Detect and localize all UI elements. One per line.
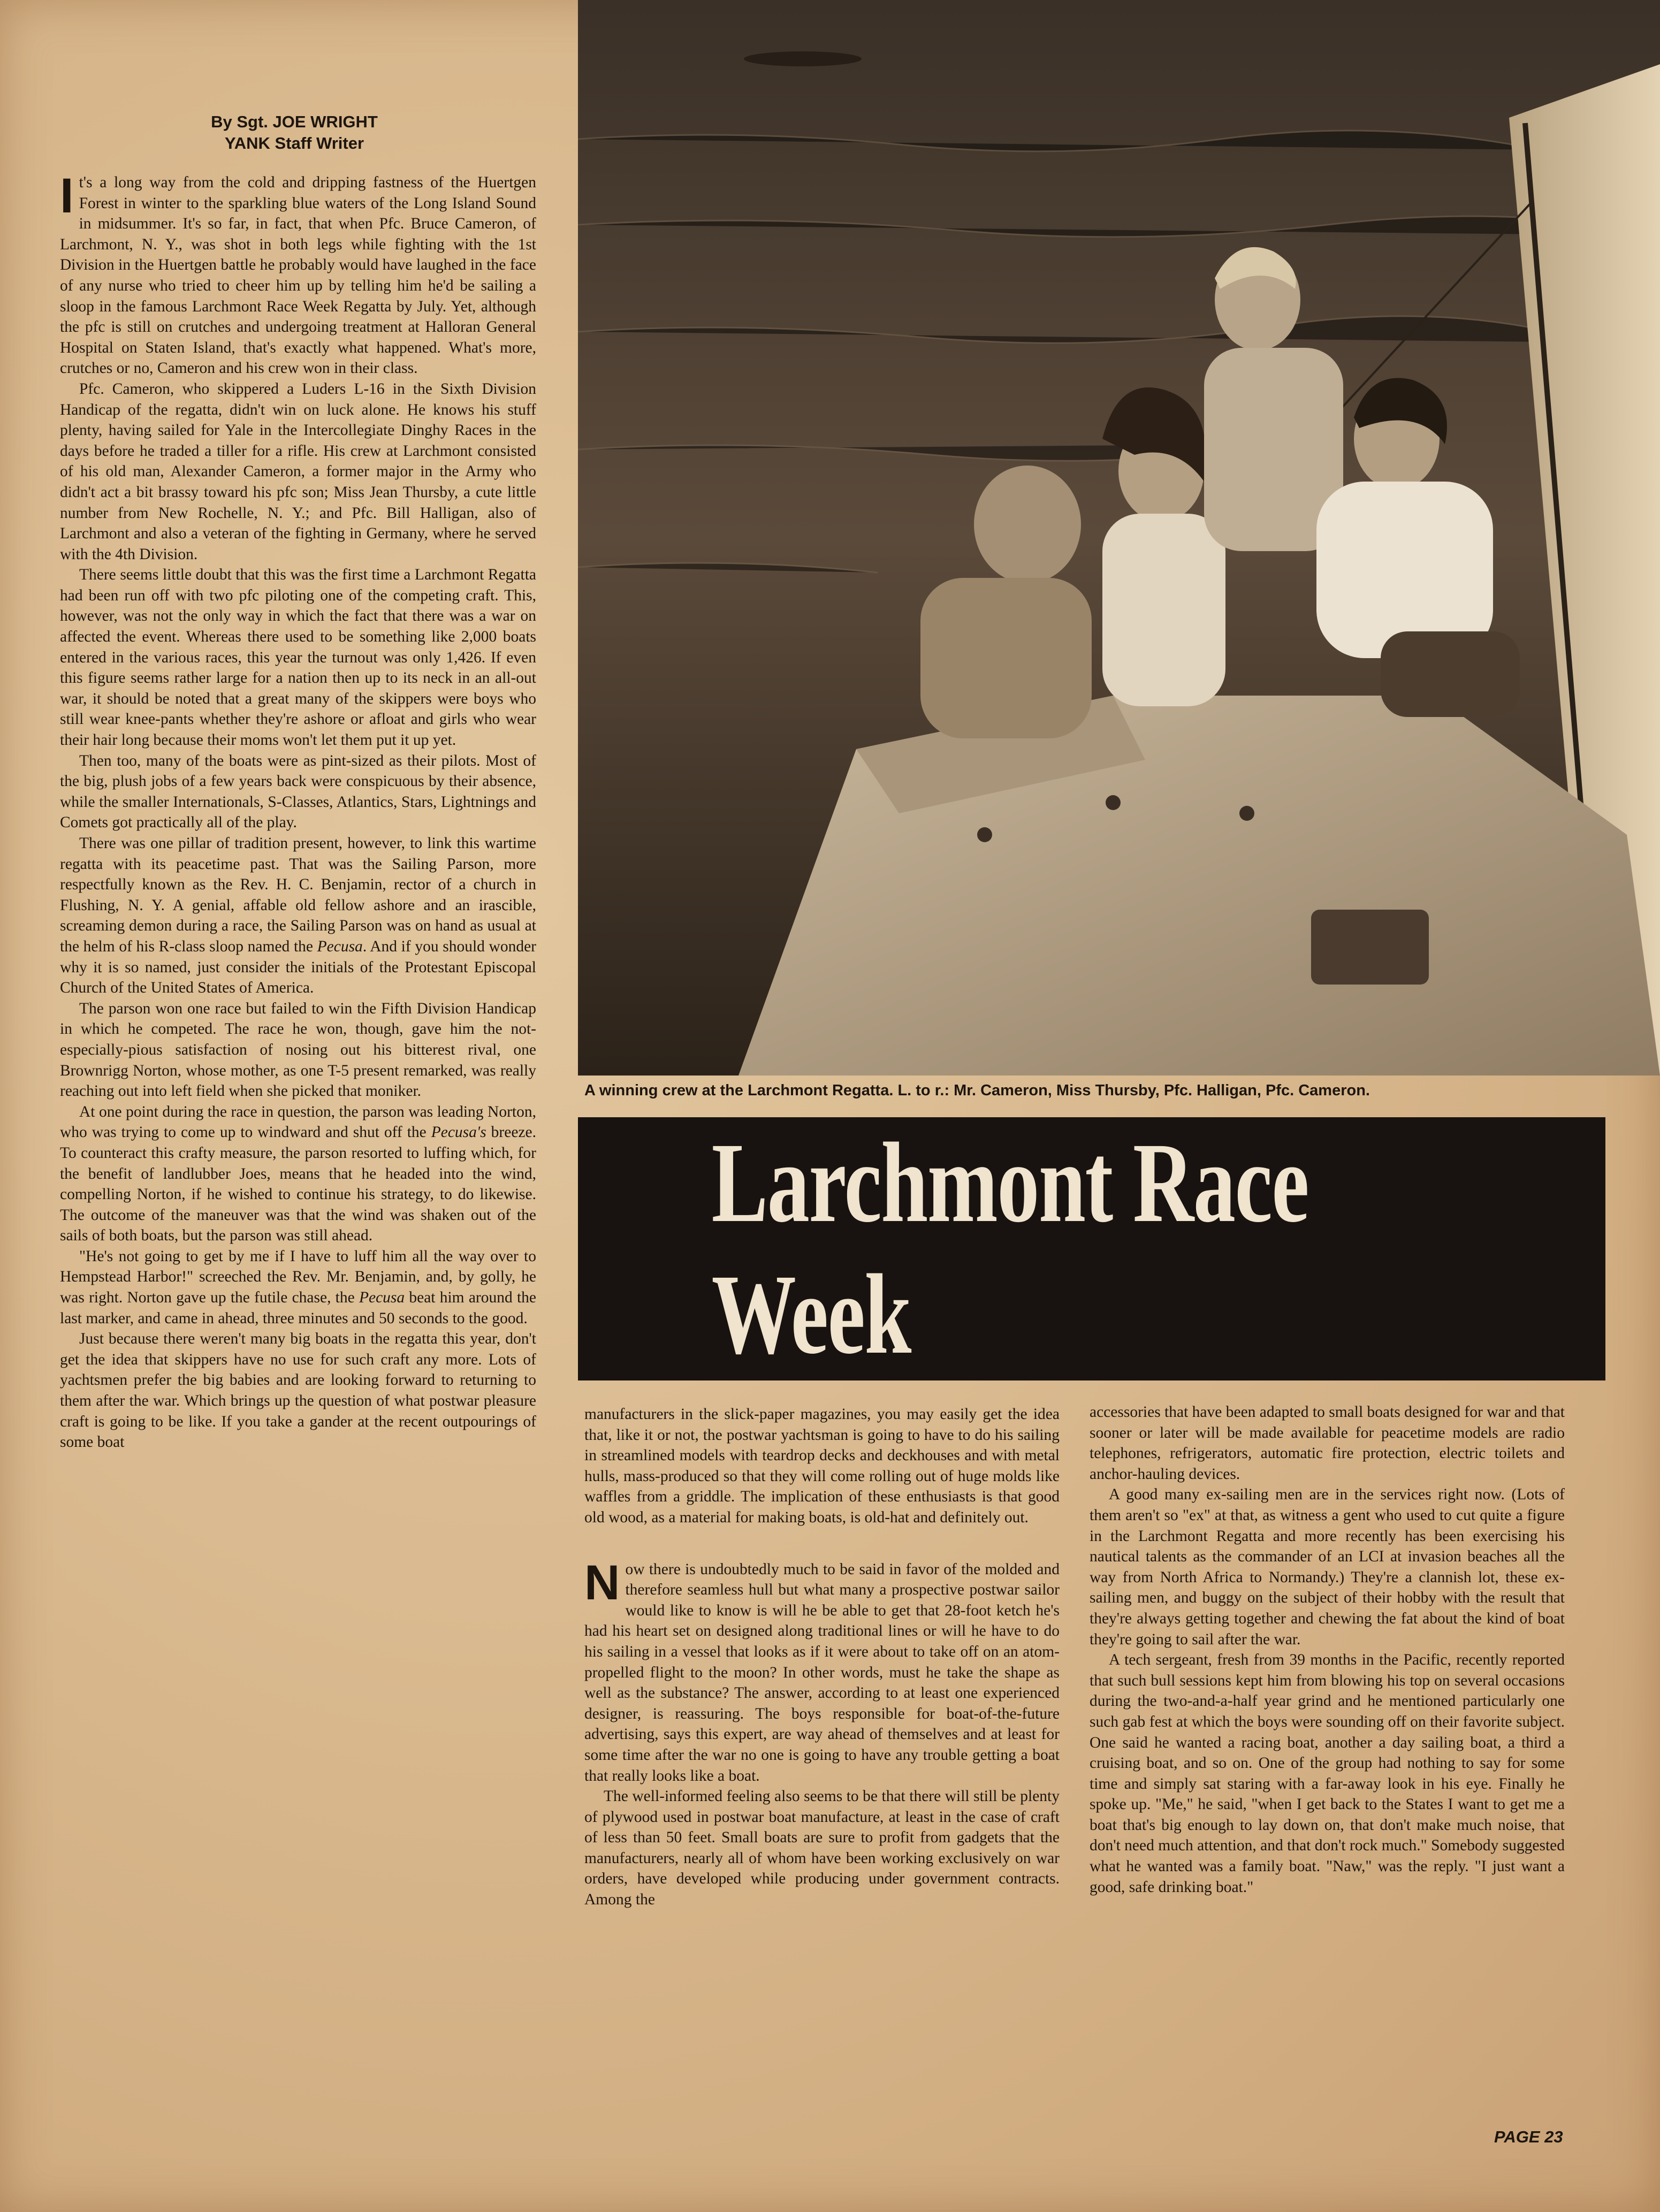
sailboat-crew-illustration — [578, 0, 1660, 1076]
paragraph-text: At one point during the race in question, the parson was leading Norton, who was trying to come up to windward and shut off the — [60, 1103, 536, 1141]
paragraph: accessories that have been adapted to small boats designed for war and that sooner or later will be made available for peacetime models are radio telephones, refrigerators, automatic fire protection, electric toilets and anchor-hauling devices. — [1090, 1404, 1565, 1483]
boat-name: Pecusa — [359, 1289, 405, 1307]
paragraph: The well-informed feeling also seems to be that there will still be plenty of plywood used in postwar boat manufacture, at least in the case of craft of less than 50 feet. Small boats are sure to profit from gadgets that the manufacturers, nearly all of whom have been working exclusively on war orders, have developed while producing under government contracts. Among the — [584, 1788, 1060, 1909]
paragraph — [60, 833, 536, 998]
paragraph — [60, 169, 536, 379]
paragraph: A good many ex-sailing men are in the services right now. (Lots of them aren't so "ex" at that, as witness a gent who used to cut quite a figure in the Larchmont Regatta and more recently has been exercising his nautical talents as the commander of an LCI at invasion beaches all the way from North Africa to Normandy.) They're a clannish lot, these ex-sailing men, and buggy on the subject of their hobby with the result that they're always getting together and chewing the fat about the kind of boat they're going to sail after the war. — [1090, 1486, 1565, 1648]
regatta-photo — [578, 0, 1660, 1076]
drop-cap: I — [60, 169, 74, 223]
byline — [182, 111, 407, 154]
article-column-2 — [584, 1404, 1060, 1910]
boat-name: Pecusa — [317, 937, 363, 955]
paragraph: A tech sergeant, fresh from 39 months in the Pacific, recently reported that such bull sessions kept him from blowing his top on several occasions during the two-and-a-half year grind and he mentioned particularly one such gab fest at which the boys were sounding off on their favorite subject. One said he wanted a racing boat, another a day sailing boat, a third a cruising boat, and so on. One of the group had nothing to say for some time and simply sat staring with a far-away look in his eye. Finally he spoke up. "Me," he said, "when I get back to the States I want to get me a boat that's big enough to lay down on, that don't make much noise, that don't need much attention, and that don't rock much." Somebody suggested what he wanted was a family boat. "Naw," was the reply. "I just want a good, safe drinking boat." — [1090, 1651, 1565, 1896]
paragraph: There seems little doubt that this was the first time a Larchmont Regatta had been run off with two pfc piloting one of the competing craft. This, however, was not the only way in which the fact that there was a war on affected the event. Whereas there used to be something like 2,000 boats entered in the various races, this year the turnout was only 1,426. If even this figure seems rather large for a nation then up to its neck in an all-out war, it should be noted that a great many of the skippers were boys who still wear knee-pants whether they're ashore or afloat and girls who wear their hair long because their moms won't let them put it up yet. — [60, 566, 536, 749]
paragraph: Pfc. Cameron, who skippered a Luders L-16 in the Sixth Division Handicap of the regatta, didn't win on luck alone. He knows his stuff plenty, having sailed for Yale in the Intercollegiate Dinghy Races in the days before he traded a tiller for a rifle. His crew at Larchmont consisted of his old man, Alexander Cameron, a former major in the Army who didn't act a bit brassy toward his pfc son; Miss Jean Thursby, a cute little number from New Rochelle, N. Y.; and Pfc. Bill Halligan, also of Larchmont and also a veteran of the fighting in Germany, where he served with the 4th Division. — [60, 380, 536, 563]
paragraph-text: ow there is undoubtedly much to be said in favor of the molded and therefore seamless hull but what many a prospective postwar sailor would like to know is will he be able to get that 28-foot ketch he's had his heart set on designed along traditional lines or will he have to do his sailing in a vessel that looks as if it were about to take off on an atom-propelled flight to the moon? In other words, must he take the shape as well as the substance? The answer, according to at least one experienced designer, is reassuring. The boys responsible for boat-of-the-future advertising, says this expert, are way ahead of themselves and at least for some time after the war no one is going to have any trouble getting a boat that really looks like a boat. — [584, 1560, 1060, 1784]
paragraph: Then too, many of the boats were as pint-sized as their pilots. Most of the big, plush jobs of a few years back were conspicuous by their absence, while the smaller Internationals, S-Classes, Atlantics, Stars, Lightnings and Comets got practically all of the play. — [60, 752, 536, 832]
paragraph: The parson won one race but failed to win the Fifth Division Handicap in which he competed. The race he won, though, gave him the not-especially-pious satisfaction of nosing out his bitterest rival, one Brownrigg Norton, whose mother, as one T-5 present remarked, was really reaching out into left field when she picked that moniker. — [60, 1000, 536, 1100]
photo-caption: A winning crew at the Larchmont Regatta. L. to r.: Mr. Cameron, Miss Thursby, Pfc. Halligan, Pfc. Cameron. — [584, 1082, 1370, 1099]
paragraph: Just because there weren't many big boats in the regatta this year, don't get the idea that skippers have no use for such craft any more. Lots of yachtsmen prefer the big babies and are looking forward to returning to them after the war. Which brings up the question of what postwar pleasure craft is going to be like. If you take a gander at the recent outpourings of some boat — [60, 1330, 536, 1451]
article-column-1 — [60, 169, 537, 1453]
paragraph — [60, 1246, 536, 1329]
drop-cap: N — [584, 1555, 620, 1610]
headline-banner — [578, 1117, 1605, 1380]
paragraph — [60, 1102, 536, 1246]
byline-role: YANK Staff Writer — [224, 134, 364, 152]
article-column-3 — [1090, 1402, 1565, 1897]
paragraph-text: There was one pillar of tradition present, however, to link this wartime regatta with its peacetime past. That was the Sailing Parson, more respectfully known as the Rev. H. C. Benjamin, rector of a church in Flushing, N. Y. A genial, affable old fellow ashore and an irascible, screaming demon during a race, the Sailing Parson was on hand as usual at the helm of his R-class sloop named the — [60, 835, 536, 955]
paragraph — [584, 1555, 1060, 1787]
byline-author: By Sgt. JOE WRIGHT — [211, 112, 378, 131]
paragraph-text: "He's not going to get by me if I have to luff him all the way over to Hempstead Harbor!" screeched the Rev. Mr. Benjamin, and, by golly, he was right. Norton gave up the futile chase, the — [60, 1247, 536, 1307]
paragraph-text: t's a long way from the cold and dripping fastness of the Huertgen Forest in winter to the sparkling blue waters of the Long Island Sound in midsummer. It's so far, in fact, that when Pfc. Bruce Cameron, of Larchmont, N. Y., was shot in both legs while fighting with the 1st Division in the Huertgen battle he probably would have laughed in the face of any nurse who tried to cheer him up by telling him he'd be sailing a sloop in the famous Larchmont Race Week Regatta by July. Yet, although the pfc is still on crutches and undergoing treatment at Halloran General Hospital on Staten Island, that's exactly what happened. What's more, crutches or no, Cameron and his crew won in their class. — [60, 174, 536, 377]
paragraph-text: . And if you should wonder why it is so named, just consider the initials of the Protestant Episcopal Church of the United States of America. — [60, 937, 537, 997]
paragraph-text: beat him around the last marker, and came in ahead, three minutes and 50 seconds to the good. — [60, 1289, 537, 1327]
paragraph-text: breeze. To counteract this crafty measure, the parson resorted to luffing which, for the benefit of landlubber Joes, means that he headed into the wind, compelling Norton, if he wished to continue his strategy, to do likewise. The outcome of the maneuver was that the wind was shaken out of the sails of both boats, but the parson was still ahead. — [60, 1124, 536, 1245]
paragraph: manufacturers in the slick-paper magazines, you may easily get the idea that, like it or not, the postwar yachtsman is going to have to do his sailing in streamlined models with teardrop decks and deckhouses and with metal hulls, mass-produced so that they will come rolling out of huge molds like waffles from a griddle. The implication of these enthusiasts is that good old wood, as a material for making boats, is old-hat and definitely out. — [584, 1406, 1060, 1526]
page-number: PAGE 23 — [1494, 2127, 1563, 2146]
headline: Larchmont Race Week — [711, 1119, 1309, 1378]
boat-name: Pecusa's — [431, 1124, 486, 1141]
